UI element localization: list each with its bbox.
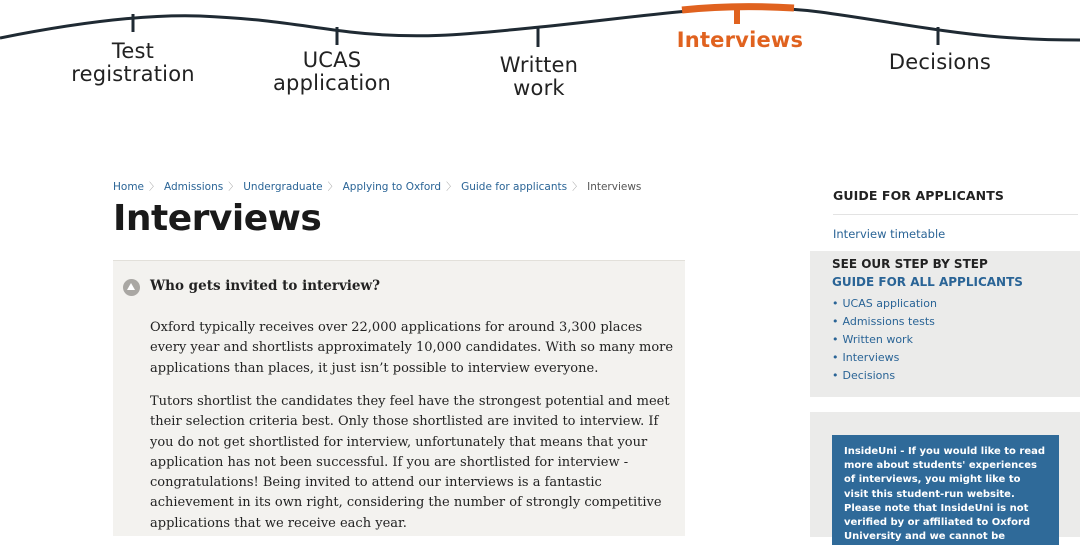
step-guide-title[interactable]: GUIDE FOR ALL APPLICANTS	[832, 275, 1023, 289]
breadcrumb-home[interactable]: Home	[113, 181, 145, 193]
faq-accordion-panel	[113, 260, 685, 536]
breadcrumb-admissions[interactable]: Admissions	[164, 181, 224, 193]
interview-timetable-link[interactable]: Interview timetable	[833, 227, 946, 241]
timeline-stage-decisions[interactable]: Decisions	[888, 50, 992, 74]
bullet-icon: •	[832, 351, 839, 364]
breadcrumb-separator: 〉	[149, 182, 160, 193]
step-link-admissions-tests[interactable]: • Admissions tests	[832, 315, 935, 328]
timeline-stage-interviews[interactable]: Interviews	[676, 28, 804, 52]
bullet-icon: •	[832, 297, 839, 310]
breadcrumb-separator: 〉	[572, 182, 583, 193]
insideuni-text: InsideUni - If you would like to read more about students' experiences of interviews, you might like to visit this student-run website. Please note that InsideUni is not verified by or affiliated to Oxford University and we cannot be	[844, 446, 1046, 543]
timeline-stage-written-work[interactable]: Written work	[499, 53, 579, 100]
accordion-paragraph: Oxford typically receives over 22,000 applications for around 3,300 places every year and shortlists approximately 10,000 candidates. With so many more applications than places, it just isn’t possible to interview everyone.	[150, 320, 674, 376]
timeline-stage-ucas-application[interactable]: UCAS application	[272, 48, 392, 95]
bullet-icon: •	[832, 315, 839, 328]
breadcrumb	[113, 178, 641, 193]
step-link-written-work[interactable]: • Written work	[832, 333, 913, 346]
collapse-arrow-icon[interactable]	[123, 279, 140, 296]
step-guide-list	[832, 295, 937, 385]
accordion-paragraph: Tutors shortlist the candidates they feel have the strongest potential and meet their selection criteria best. Only those shortlisted are invited to interview. If you do not get shortlisted for interview, unfortunately that means that your application has not been successful. If you are shortlisted for interview - congratulations! Being invited to attend our interviews is a fantastic achievement in its own right, considering the number of strongly competitive applications that we receive each year.	[150, 394, 670, 531]
insideuni-callout[interactable]	[832, 435, 1059, 545]
timeline-stage-test-registration[interactable]: Test registration	[71, 39, 195, 86]
breadcrumb-separator: 〉	[446, 182, 457, 193]
bullet-icon: •	[832, 369, 839, 382]
page-title: Interviews	[113, 198, 322, 239]
bullet-icon: •	[832, 333, 839, 346]
breadcrumb-undergraduate[interactable]: Undergraduate	[243, 181, 323, 193]
step-by-step-guide-box	[810, 251, 1080, 397]
step-link-ucas-application[interactable]: • UCAS application	[832, 297, 937, 310]
accordion-title[interactable]: Who gets invited to interview?	[150, 278, 381, 294]
step-link-decisions[interactable]: • Decisions	[832, 369, 896, 382]
breadcrumb-applying-to-oxford[interactable]: Applying to Oxford	[342, 181, 442, 193]
breadcrumb-separator: 〉	[228, 182, 239, 193]
breadcrumb-current-interviews: Interviews	[587, 181, 642, 193]
sidebar-divider	[833, 214, 1078, 215]
application-timeline	[0, 0, 1080, 110]
insideuni-panel	[810, 412, 1080, 543]
breadcrumb-guide-for-applicants[interactable]: Guide for applicants	[461, 181, 568, 193]
step-guide-kicker: SEE OUR STEP BY STEP	[832, 257, 988, 271]
breadcrumb-separator: 〉	[327, 182, 338, 193]
sidebar-heading: GUIDE FOR APPLICANTS	[833, 188, 1004, 203]
sidebar	[810, 172, 1080, 543]
step-link-interviews[interactable]: • Interviews	[832, 351, 900, 364]
